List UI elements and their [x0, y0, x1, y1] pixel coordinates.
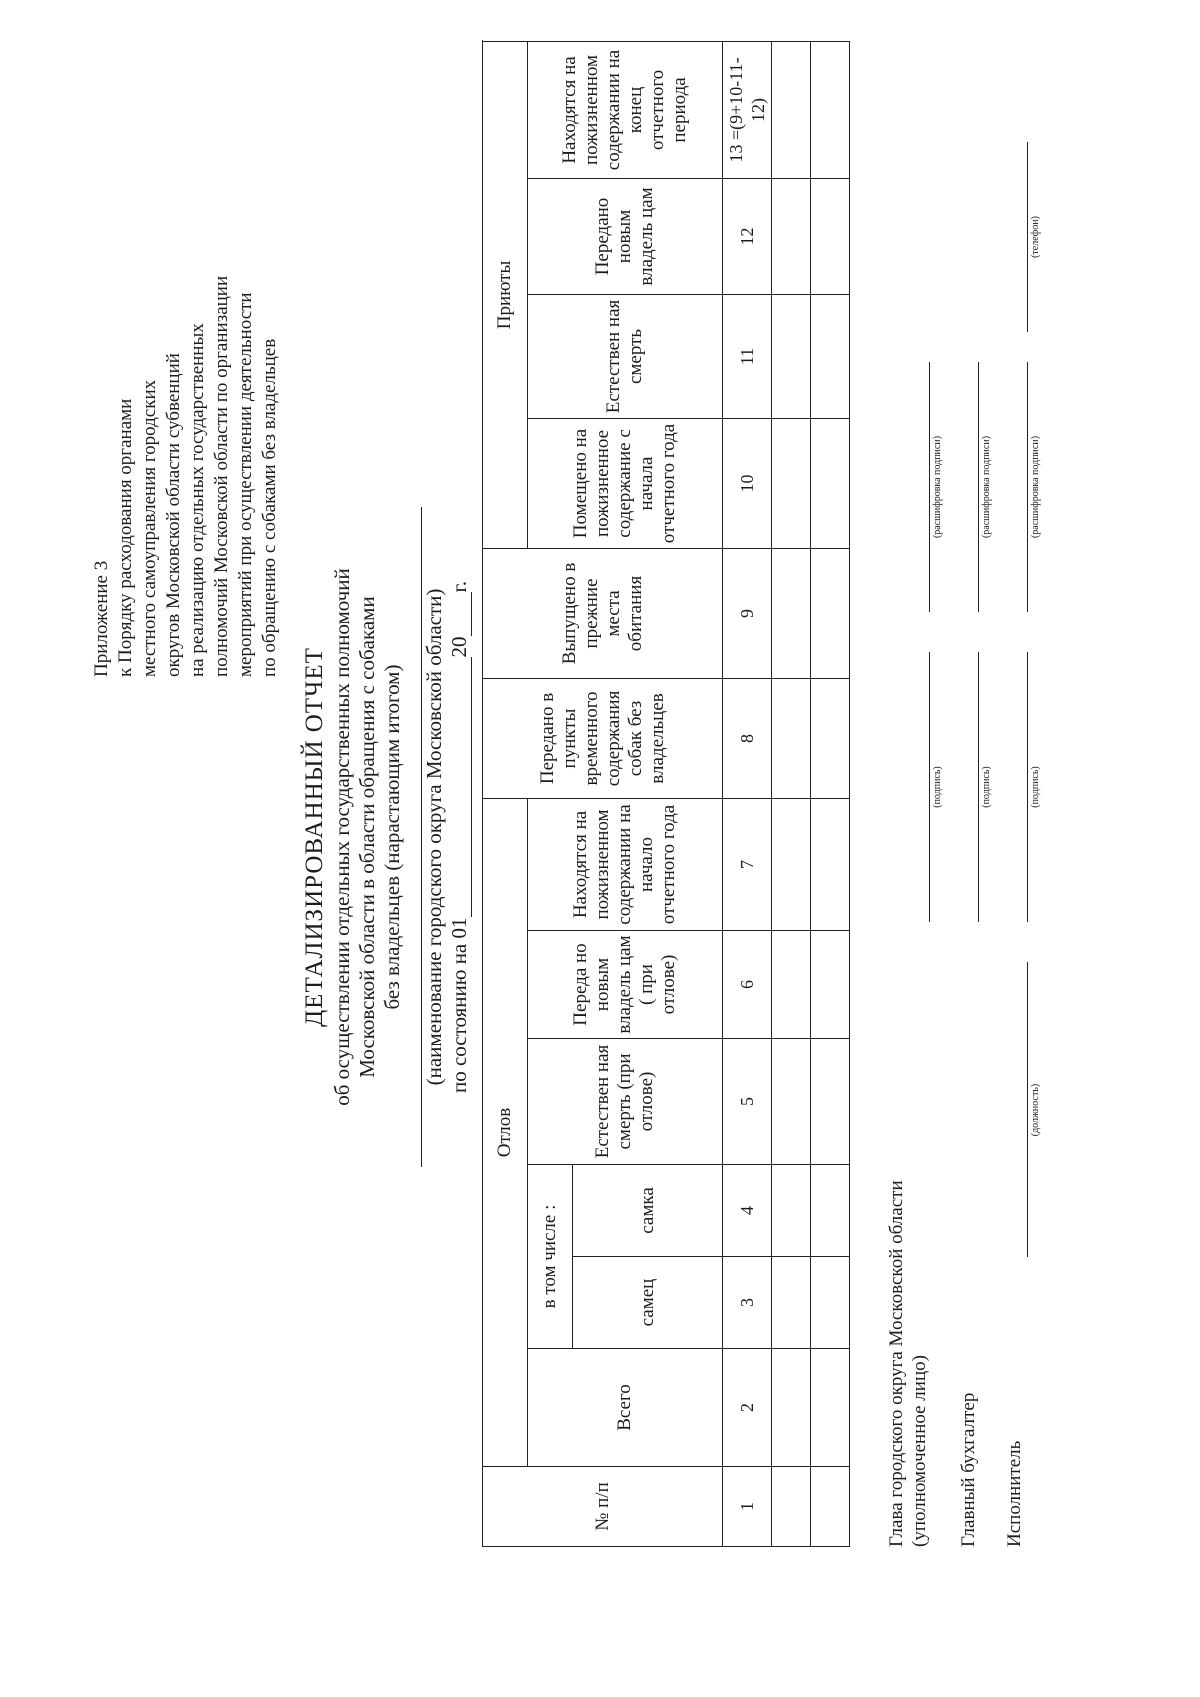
column-number: 8	[723, 678, 772, 798]
table-cell[interactable]	[772, 294, 811, 418]
table-row	[811, 41, 850, 1546]
header-placed-lifelong: Помещено на пожизненное содержание с начала отчетного года	[528, 418, 723, 548]
as-of-year-field[interactable]	[451, 592, 472, 636]
table-cell[interactable]	[811, 548, 850, 678]
table-cell[interactable]	[772, 798, 811, 930]
column-number: 13 =(9+10-11-12)	[723, 41, 772, 178]
header-transferred-owners-otlov: Переда но новым владель цам ( при отлове)	[528, 931, 723, 1039]
table-cell[interactable]	[772, 1349, 811, 1467]
table-cell[interactable]	[772, 1165, 811, 1257]
table-cell[interactable]	[811, 41, 850, 178]
accountant-signature-field[interactable]	[978, 652, 979, 922]
table-cell[interactable]	[811, 1257, 850, 1349]
table-cell[interactable]	[772, 178, 811, 294]
title-block	[300, 357, 472, 1317]
header-female: самка	[573, 1165, 723, 1257]
executor-label: Исполнитель	[1004, 1440, 1025, 1547]
signature-caption: (подпись)	[981, 766, 992, 808]
chief-accountant-label: Главный бухгалтер	[958, 1392, 979, 1547]
appendix-line: по обращению с собаками без владельцев	[259, 338, 280, 677]
appendix-line: местного самоуправления городских	[139, 379, 160, 677]
table-cell[interactable]	[811, 418, 850, 548]
table-cell[interactable]	[811, 1467, 850, 1547]
executor-decipher-field[interactable]	[1027, 362, 1028, 612]
as-of-month-field[interactable]	[451, 657, 472, 917]
appendix-line: полномочий Московской области по организации	[211, 275, 232, 677]
executor-position-field[interactable]	[1027, 962, 1028, 1257]
phone-caption: (телефон)	[1030, 216, 1041, 258]
appendix-block	[90, 276, 282, 677]
table-cell[interactable]	[772, 418, 811, 548]
position-caption: (должность)	[1030, 1083, 1041, 1137]
header-otlov: Отлов	[483, 798, 528, 1466]
table-cell[interactable]	[811, 798, 850, 930]
appendix-line: на реализацию отдельных государственных	[187, 323, 208, 677]
table-cell[interactable]	[772, 931, 811, 1039]
head-label: Глава городского округа Московской области	[886, 1180, 907, 1547]
signature-caption: (подпись)	[1030, 766, 1041, 808]
table-cell[interactable]	[811, 1349, 850, 1467]
head-signature-field[interactable]	[929, 652, 930, 922]
column-number: 4	[723, 1165, 772, 1257]
report-table	[482, 41, 850, 1547]
table-cell[interactable]	[811, 1165, 850, 1257]
executor-phone-field[interactable]	[1027, 142, 1028, 332]
as-of-date-line	[446, 357, 472, 1317]
table-cell[interactable]	[811, 678, 850, 798]
org-name-caption: (наименование городского округа Московской области)	[422, 588, 446, 1086]
appendix-line: округов Московской области субвенций	[163, 353, 184, 677]
head-label-note: (уполномоченное лицо)	[909, 1355, 930, 1547]
column-number: 2	[723, 1349, 772, 1467]
header-released: Выпущено в прежние места обитания	[483, 548, 723, 678]
header-transferred-owners-shelter: Передано новым владель цам	[528, 178, 723, 294]
accountant-decipher-field[interactable]	[978, 362, 979, 612]
as-of-prefix: по состоянию на 01	[447, 917, 471, 1094]
column-number: 9	[723, 548, 772, 678]
decipher-caption: (расшифровка подписи)	[1030, 435, 1041, 539]
table-cell[interactable]	[772, 41, 811, 178]
header-natural-death-shelter: Естествен ная смерть	[528, 294, 723, 418]
appendix-line: мероприятий при осуществлении деятельности	[235, 292, 256, 677]
column-number: 12	[723, 178, 772, 294]
table-cell[interactable]	[772, 1467, 811, 1547]
header-shelters: Приюты	[483, 41, 528, 548]
decipher-caption: (расшифровка подписи)	[932, 435, 943, 539]
header-male: самец	[573, 1257, 723, 1349]
table-row	[772, 41, 811, 1546]
appendix-line: Приложение 3	[91, 560, 112, 677]
signature-caption: (подпись)	[932, 766, 943, 808]
column-number-row	[723, 41, 772, 1546]
column-number: 5	[723, 1039, 772, 1165]
decipher-caption: (расшифровка подписи)	[981, 435, 992, 539]
report-title: ДЕТАЛИЗИРОВАННЫЙ ОТЧЕТ	[301, 647, 328, 1027]
table-cell[interactable]	[772, 548, 811, 678]
column-number: 11	[723, 294, 772, 418]
table-cell[interactable]	[811, 931, 850, 1039]
header-total: Всего	[528, 1349, 723, 1467]
header-transferred-temporary: Передано в пункты временного содержания собак без владельцев	[483, 678, 723, 798]
report-subtitle-line: об осуществлении отдельных государственных полномочий	[330, 568, 354, 1106]
table-header-row-1	[483, 41, 528, 1546]
as-of-suffix: г.	[447, 580, 471, 593]
header-natural-death-otlov: Естествен ная смерть (при отлове)	[528, 1039, 723, 1165]
column-number: 3	[723, 1257, 772, 1349]
column-number: 6	[723, 931, 772, 1039]
column-number: 10	[723, 418, 772, 548]
signature-block	[865, 47, 1165, 1547]
header-lifelong-start: Находятся на пожизненном содержании на начало отчетного года	[528, 798, 723, 930]
table-cell[interactable]	[811, 294, 850, 418]
column-number: 7	[723, 798, 772, 930]
header-number: № п/п	[483, 1467, 723, 1547]
table-cell[interactable]	[772, 1257, 811, 1349]
table-cell[interactable]	[811, 178, 850, 294]
column-number: 1	[723, 1467, 772, 1547]
appendix-line: к Порядку расходования органами	[115, 398, 136, 677]
header-lifelong-end: Находятся на пожизненном содержании на конец отчетного периода	[528, 41, 723, 178]
head-decipher-field[interactable]	[929, 362, 930, 612]
header-including: в том числе :	[528, 1165, 573, 1349]
report-subtitle-line: без владельцев (нарастающим итогом)	[380, 664, 404, 1010]
as-of-year-prefix: 20	[447, 636, 471, 658]
table-cell[interactable]	[772, 1039, 811, 1165]
table-cell[interactable]	[811, 1039, 850, 1165]
report-subtitle-line: Московской области в области обращения с собаками	[355, 596, 379, 1078]
table-cell[interactable]	[772, 678, 811, 798]
executor-signature-field[interactable]	[1027, 652, 1028, 922]
